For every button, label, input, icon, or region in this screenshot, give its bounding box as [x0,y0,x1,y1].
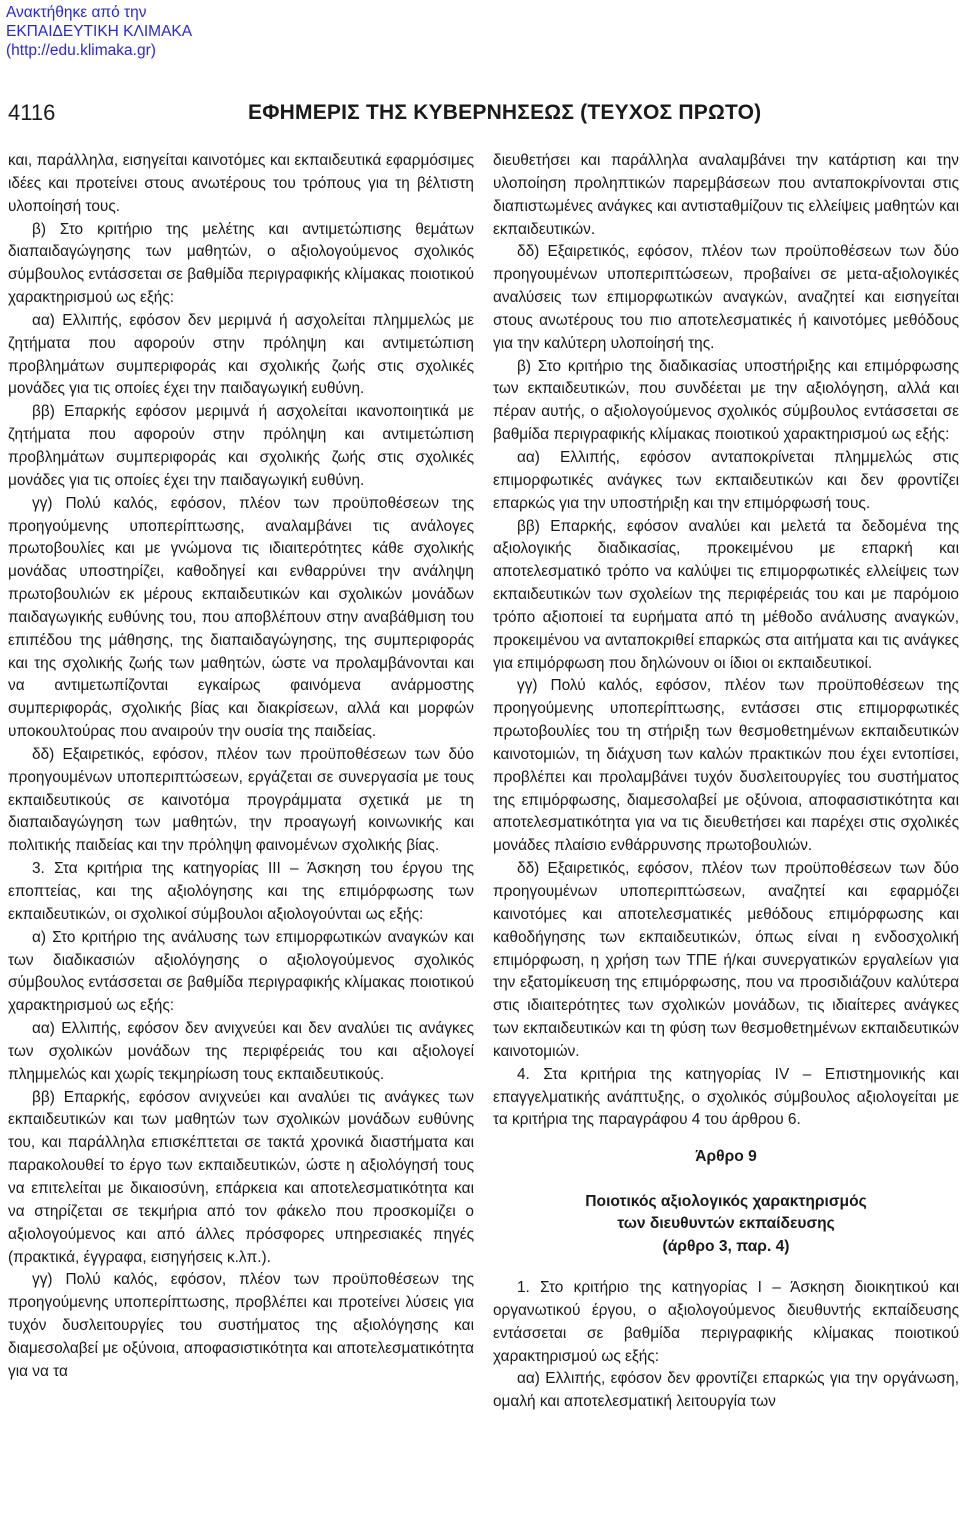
article-heading-line-3: (άρθρο 3, παρ. 4) [662,1238,790,1256]
paragraph: β) Στο κριτήριο της διαδικασίας υποστήριξης και επιμόρφωσης των εκπαιδευτικών, που συνδέεται με την αξιολόγηση, αλλά και πέραν αυτής, ο αξιολογούμενος σχολικός σύμβουλος εντάσσεται σε βαθμίδα περιγραφικής κλίμακας ποιοτικού χαρακτηρισμού ως εξής: [493,357,959,444]
paragraph: γγ) Πολύ καλός, εφόσον, πλέον των προϋποθέσεων της προηγούμενης υποπερίπτωσης, εντάσσει στις επιμορφωτικές πρωτοβουλίες του τη στήριξη των θεσμοθετημένων εκπαιδευτικών καινοτομιών, τη διάχυση των καλών πρακτικών που έχει εντοπίσει, προβλέπει και προλαμβάνει τυχόν δυσλειτουργίες του συστήματος της επιμόρφωσης, διαμεσολαβεί με οξύνοια, αποφασιστικότητα και αποτελεσματικότητα για να τις διευθετήσει και παρέχει στις σχολικές μονάδες πλαίσιο ενθάρρυνσης πρωτοβουλιών. [493,677,959,855]
source-note[interactable] [6,3,192,60]
paragraph: 3. Στα κριτήρια της κατηγορίας ΙΙΙ – Άσκηση του έργου της εποπτείας, και της αξιολόγησης και της επιμόρφωσης των εκπαιδευτικών, οι σχολικοί σύμβουλοι αξιολογούνται ως εξής: [8,860,474,923]
gazette-title: ΕΦΗΜΕΡΙΣ ΤΗΣ ΚΥΒΕΡΝΗΣΕΩΣ (ΤΕΥΧΟΣ ΠΡΩΤΟ) [248,101,762,124]
paragraph: α) Στο κριτήριο της ανάλυσης των επιμορφωτικών αναγκών και των διαδικασιών αξιολόγησης ο αξιολογούμενος σχολικός σύμβουλος εντάσσεται σε βαθμίδα περιγραφικής κλίμακας ποιοτικού χαρακτηρισμού ως εξής: [8,928,474,1015]
source-line-2[interactable]: ΕΚΠΑΙΔΕΥΤΙΚΗ ΚΛΙΜΑΚΑ [6,23,193,40]
page-header [8,99,952,129]
paragraph: δδ) Εξαιρετικός, εφόσον, πλέον των προϋποθέσεων των δύο προηγουμένων υποπεριπτώσεων, αναζητεί και εφαρμόζει καινοτόμες και αποτελεσματικές μεθόδους επιμόρφωσης και καθοδήγησης των εκπαιδευτικών, όπως είναι η ενδοσχολική επιμόρφωση, η χρήση των ΤΠΕ ή/και συνεργατικών εργαλείων για την εξατομίκευση της επιμόρφωσης, που να προσιδιάζουν καλύτερα στις ιδιαιτερότητες των σχολικών μονάδων, τις ιδιαίτερες ανάγκες των εκπαιδευτικών και τη φύση των θεσμοθετημένων εκπαιδευτικών καινοτομιών. [493,860,959,1060]
paragraph: αα) Ελλιπής, εφόσον δεν ανιχνεύει και δεν αναλύει τις ανάγκες των σχολικών μονάδων της περιφέρειάς του και αξιολογεί πλημμελώς και χωρίς τεκμηρίωση τους εκπαιδευτικούς. [8,1020,474,1083]
article-heading-line-1: Ποιοτικός αξιολογικός χαρακτηρισμός [585,1193,867,1211]
paragraph: αα) Ελλιπής, εφόσον ανταποκρίνεται πλημμελώς στις επιμορφωτικές ανάγκες των εκπαιδευτικών και δεν φροντίζει επαρκώς για την υποστήριξη και την επιμόρφωσή τους. [493,448,959,512]
paragraph: ββ) Επαρκής, εφόσον ανιχνεύει και αναλύει τις ανάγκες των εκπαιδευτικών και των μαθητών των σχολικών μονάδων ευθύνης του, και παράλληλα επισκέπτεται σε τακτά χρονικά διαστήματα και παρακολουθεί το έργο των εκπαιδευτικών, ώστε η αξιολόγησή τους να επιτελείται με δικαιοσύνη, επάρκεια και αποτελεσματικότητα και να στηρίζεται σε τεκμήρια από τον φάκελο που προσκομίζει ο αξιολογούμενος και από άλλες πρόσφορες υπηρεσιακές πηγές (πρακτικά, έγγραφα, εισηγήσεις κ.λπ.). [8,1088,474,1266]
page-number: 4116 [8,100,56,125]
paragraph: διευθετήσει και παράλληλα αναλαμβάνει την κατάρτιση και την υλοποίηση προληπτικών παρεμβάσεων που ανταποκρίνονται στις διαπιστωμένες ανάγκες και αντισταθμίζουν τις ελλείψεις μαθητών και εκπαιδευτικών. [493,152,959,238]
paragraph: ββ) Επαρκής εφόσον μεριμνά ή ασχολείται ικανοποιητικά με ζητήματα που αφορούν στην πρόληψη και αντιμετώπιση προβλημάτων συμπεριφοράς και σχολικής ζωής στις σχολικές μονάδες για τις οποίες έχει την παιδαγωγική ευθύνη. [8,403,474,489]
article-number: Άρθρο 9 [695,1148,757,1166]
right-column [493,150,959,1531]
paragraph: β) Στο κριτήριο της μελέτης και αντιμετώπισης θεμάτων διαπαιδαγώγησης των μαθητών, ο αξιολογούμενος σχολικός σύμβουλος εντάσσεται σε βαθμίδα περιγραφικής κλίμακας ποιοτικού χαρακτηρισμού ως εξής: [8,220,474,307]
paragraph: γγ) Πολύ καλός, εφόσον, πλέον των προϋποθέσεων της προηγούμενης υποπερίπτωσης, αναλαμβάνει τις ανάλογες πρωτοβουλίες και με γνώμονα τις ιδιαιτερότητες κάθε σχολικής μονάδας υποστηρίζει, καθοδηγεί και ενθαρρύνει την ανάληψη πρωτοβουλιών εκ μέρους εκπαιδευτικών και σχολικών μονάδων παιδαγωγικής ευθύνης του, που αποβλέπουν στην αναβάθμιση του επιπέδου της μάθησης, της διαπαιδαγώγησης, της συμπεριφοράς και της σχολικής ζωής των μαθητών, ώστε να προλαμβάνονται και να αντιμετωπίζονται εγκαίρως φαινόμενα ανάρμοστης συμπεριφοράς, σχολικής βίας και διακρίσεων, αλλά και μορφών υποκουλτούρας που αναιρούν την ουσία της παιδείας. [8,494,474,741]
paragraph: γγ) Πολύ καλός, εφόσον, πλέον των προϋποθέσεων της προηγούμενης υποπερίπτωσης, προβλέπει και προτείνει λύσεις για τυχόν δυσλειτουργίες του συστήματος της αξιολόγησης και διαμεσολαβεί με οξύνοια, αποφασιστικότητα και αποτελεσματικότητα για να τα [8,1271,474,1380]
paragraph: και, παράλληλα, εισηγείται καινοτόμες και εκπαιδευτικά εφαρμόσιμες ιδέες και προτείνει στους ανωτέρους του τρόπους για τη βέλτιστη υλοποίησή τους. [8,152,474,215]
paragraph: 1. Στο κριτήριο της κατηγορίας Ι – Άσκηση διοικητικού και οργανωτικού έργου, ο αξιολογούμενος διευθυντής εκπαίδευσης εντάσσεται σε βαθμίδα περιγραφικής κλίμακας ποιοτικού χαρακτηρισμού ως εξής: [493,1279,959,1365]
source-link[interactable]: (http://edu.klimaka.gr) [6,42,156,59]
article-heading-line-2: των διευθυντών εκπαίδευσης [617,1215,835,1233]
paragraph: αα) Ελλιπής, εφόσον δεν φροντίζει επαρκώς για την οργάνωση, ομαλή και αποτελεσματική λειτουργία των [493,1370,959,1411]
paragraph: δδ) Εξαιρετικός, εφόσον, πλέον των προϋποθέσεων των δύο προηγουμένων υποπεριπτώσεων, προβαίνει σε μετα-αξιολογικές αναλύσεις των επιμορφωτικών αναγκών, αναζητεί και εισηγείται στους ανωτέρους του πιο αποτελεσματικές ή καινοτόμες μεθόδους για την καλύτερη υλοποίησή της. [493,243,959,352]
paragraph: δδ) Εξαιρετικός, εφόσον, πλέον των προϋποθέσεων των δύο προηγουμένων υποπεριπτώσεων, εργάζεται σε συνεργασία με τους εκπαιδευτικούς σε καινοτόμα προγράμματα σχετικά με τη διαπαιδαγώγηση των μαθητών, την προαγωγή κοινωνικής και πολιτικής παιδείας και την πρόληψη φαινομένων σχολικής βίας. [8,745,474,855]
paragraph: 4. Στα κριτήρια της κατηγορίας ΙV – Επιστημονικής και επαγγελματικής ανάπτυξης, ο σχολικός σύμβουλος αξιολογείται με τα κριτήρια της παραγράφου 4 του άρθρου 6. [493,1065,959,1129]
left-column [8,150,474,1531]
paragraph: ββ) Επαρκής, εφόσον αναλύει και μελετά τα δεδομένα της αξιολογικής διαδικασίας, προκειμένου με επαρκή και αποτελεσματικό τρόπο να καλύψει τις επιμορφωτικές ελλείψεις των εκπαιδευτικών των σχολείων της περιφέρειάς του και με παρόμοιο τρόπο αξιοποιεί τα ευρήματα από τη μέθοδο ανάλυσης αναγκών, προκειμένου να ανταποκριθεί επαρκώς στα αιτήματα και τις ανάγκες για επιμόρφωση που δηλώνουν οι ίδιοι οι εκπαιδευτικοί. [493,517,959,672]
source-line-1[interactable]: Ανακτήθηκε από την [6,4,147,21]
paragraph: αα) Ελλιπής, εφόσον δεν μεριμνά ή ασχολείται πλημμελώς με ζητήματα που αφορούν στην πρόληψη και αντιμετώπιση προβλημάτων συμπεριφοράς και σχολικής ζωής στις σχολικές μονάδες για τις οποίες έχει την παιδαγωγική ευθύνη. [8,311,474,398]
